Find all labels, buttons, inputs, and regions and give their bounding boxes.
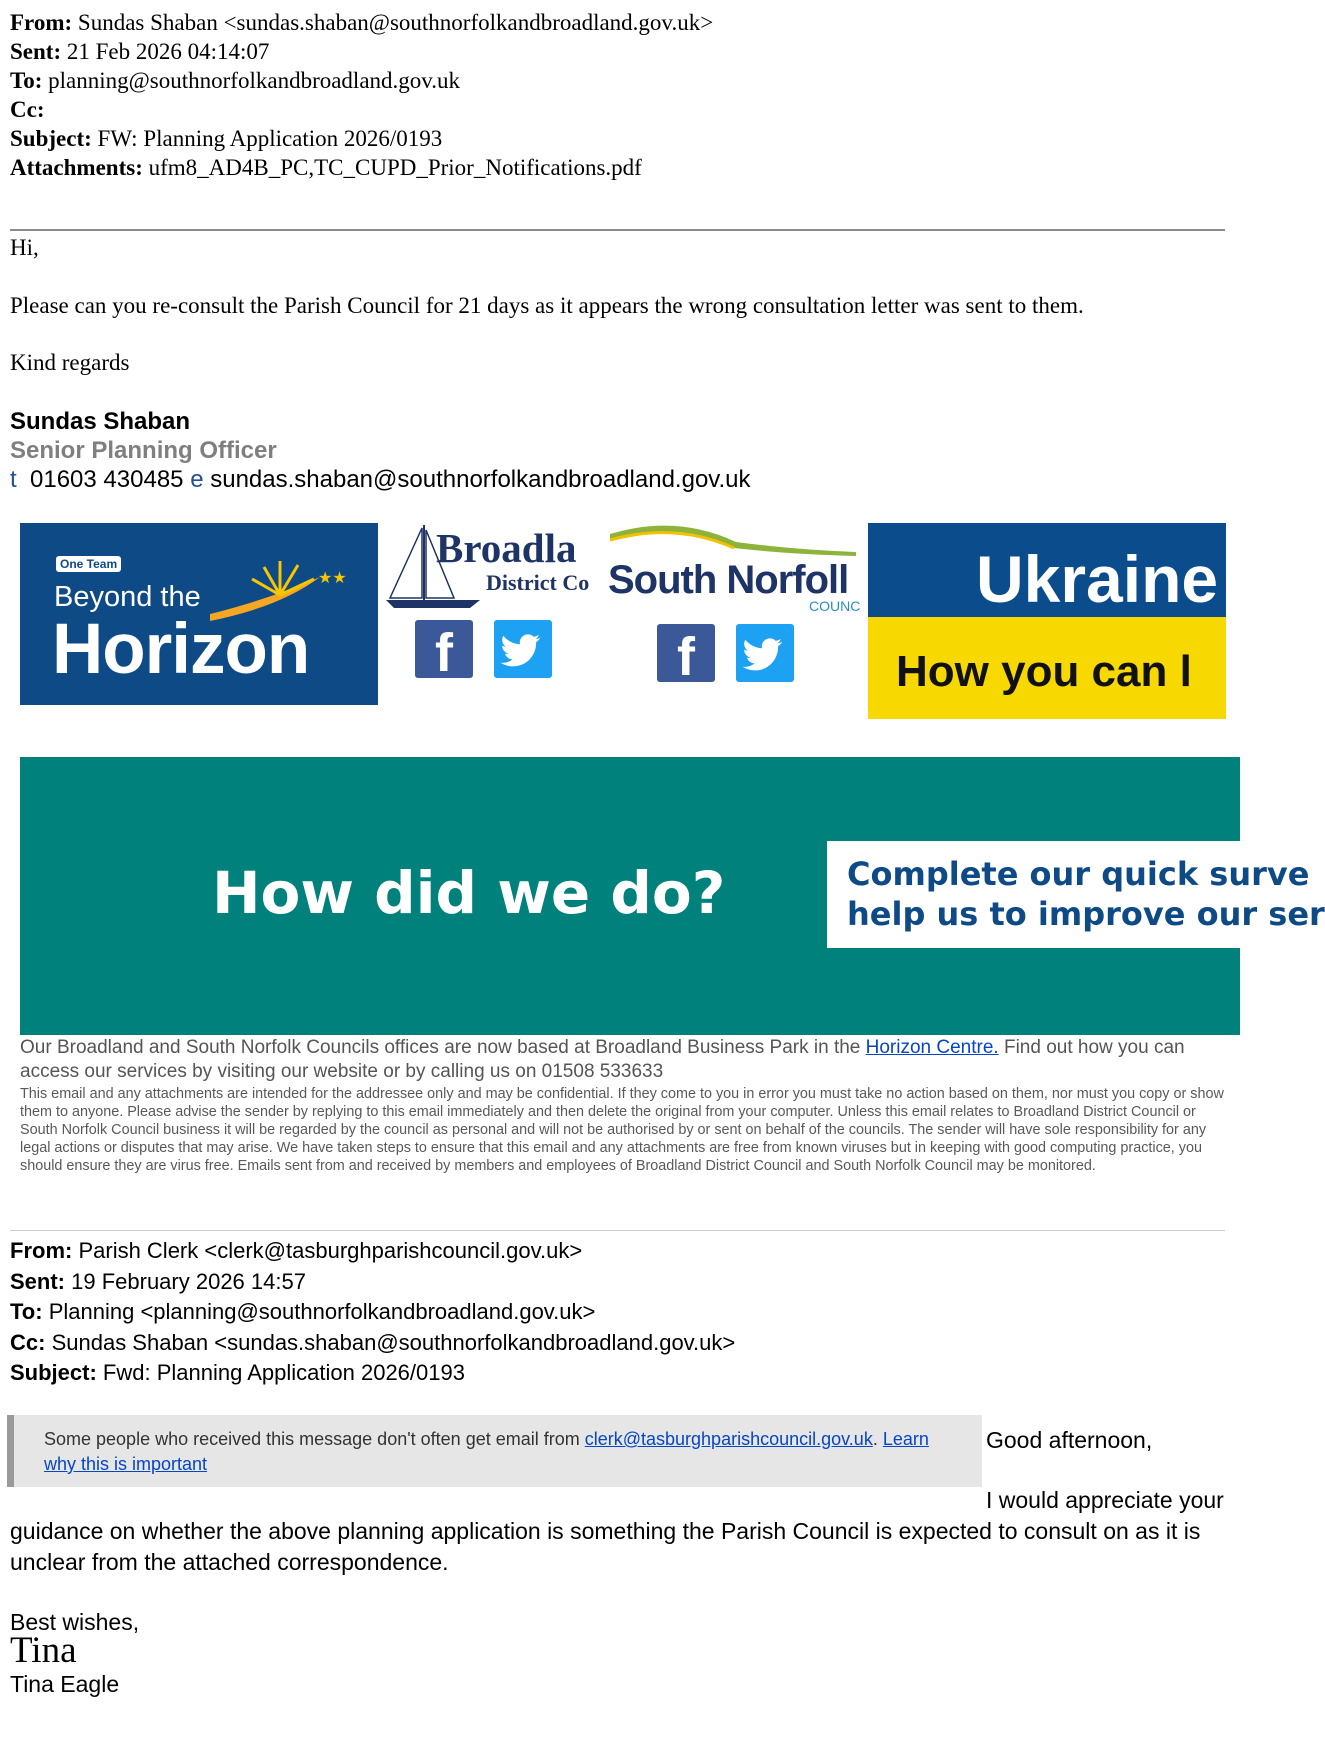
signature-contact bbox=[10, 465, 751, 494]
survey-banner[interactable] bbox=[20, 757, 1325, 1035]
sent-label-2: Sent: bbox=[10, 1268, 65, 1294]
cc-label: Cc: bbox=[10, 97, 45, 122]
broadland-logo bbox=[384, 520, 594, 610]
offices-text: Our Broadland and South Norfolk Councils offices are now based at Broadland Business Park in the bbox=[20, 1037, 866, 1058]
ukraine-banner[interactable] bbox=[868, 523, 1226, 719]
subject-line bbox=[10, 124, 713, 153]
subject-line-2 bbox=[10, 1358, 735, 1389]
attachment-file[interactable]: ufm8_AD4B_PC,TC_CUPD_Prior_Notifications.pdf bbox=[148, 155, 642, 180]
south-norfolk-twitter-icon[interactable] bbox=[736, 624, 794, 682]
sender-name: Tina Eagle bbox=[10, 1671, 120, 1697]
attachments-line bbox=[10, 153, 713, 182]
email-label: e bbox=[190, 466, 204, 493]
sent-value-2: 19 February 2026 14:57 bbox=[71, 1268, 306, 1294]
body-line-2: guidance on whether the above planning application is something the Parish Council is expected to consult on as it is bbox=[10, 1518, 1201, 1544]
horizon-banner[interactable] bbox=[20, 523, 378, 705]
cc-line bbox=[10, 95, 713, 124]
from-value: Sundas Shaban <sundas.shaban@southnorfolkandbroadland.gov.uk> bbox=[77, 10, 714, 35]
signature-name: Sundas Shaban bbox=[10, 408, 191, 435]
from-label: From: bbox=[10, 10, 73, 35]
cc-line-2 bbox=[10, 1328, 735, 1359]
body-line-1: I would appreciate your bbox=[986, 1487, 1224, 1513]
one-team-badge: One Team bbox=[56, 556, 121, 572]
to-line-2 bbox=[10, 1297, 735, 1328]
broadland-facebook-icon[interactable]: f bbox=[415, 620, 473, 678]
header-divider bbox=[10, 229, 1225, 231]
sender-email-link[interactable]: clerk@tasburghparishcouncil.gov.uk bbox=[584, 1429, 873, 1449]
south-norfolk-subtitle: COUNC bbox=[809, 598, 861, 614]
offices-text-after: Find out how you can access our services by visiting our website or by calling us on 01508 533633 bbox=[20, 1037, 1185, 1082]
body-line-3: unclear from the attached correspondence. bbox=[10, 1549, 449, 1575]
email-address[interactable]: sundas.shaban@southnorfolkandbroadland.gov.uk bbox=[210, 466, 751, 493]
greeting-2: Good afternoon, bbox=[986, 1427, 1153, 1453]
closing-2: Best wishes, bbox=[10, 1609, 140, 1635]
attachments-label: Attachments: bbox=[10, 155, 143, 180]
survey-callout bbox=[827, 841, 1325, 948]
ukraine-yellow-band bbox=[868, 617, 1226, 719]
sent-line bbox=[10, 37, 713, 66]
subject-label-2: Subject: bbox=[10, 1360, 97, 1385]
south-norfolk-logo bbox=[606, 520, 861, 615]
from-line bbox=[10, 8, 713, 37]
broadland-twitter-icon[interactable] bbox=[494, 620, 552, 678]
sent-label: Sent: bbox=[10, 39, 62, 64]
cc-label-2: Cc: bbox=[10, 1329, 46, 1355]
phone-number[interactable]: 01603 430485 bbox=[30, 466, 184, 493]
to-line bbox=[10, 66, 713, 95]
survey-question: How did we do? bbox=[212, 859, 726, 927]
from-label-2: From: bbox=[10, 1238, 73, 1263]
warning-text bbox=[44, 1427, 964, 1477]
forward-divider bbox=[10, 1230, 1225, 1231]
sunburst-icon bbox=[210, 559, 350, 629]
forwarded-header bbox=[10, 1236, 735, 1389]
to-value-2: Planning <planning@southnorfolkandbroadland.gov.uk> bbox=[48, 1299, 596, 1324]
to-value: planning@southnorfolkandbroadland.gov.uk bbox=[48, 68, 461, 93]
sent-line-2 bbox=[10, 1267, 735, 1298]
swoosh-icon bbox=[606, 520, 861, 560]
external-sender-warning bbox=[7, 1415, 982, 1487]
cc-value-2: Sundas Shaban <sundas.shaban@southnorfolkandbroadland.gov.uk> bbox=[51, 1329, 736, 1355]
closing: Kind regards bbox=[10, 350, 130, 375]
phone-label: t bbox=[10, 466, 17, 493]
greeting: Hi, bbox=[10, 235, 39, 260]
handwritten-signature: Tina bbox=[10, 1630, 77, 1671]
offices-notice bbox=[20, 1036, 1230, 1084]
horizon-centre-link[interactable]: Horizon Centre. bbox=[865, 1037, 999, 1058]
south-norfolk-facebook-icon[interactable]: f bbox=[657, 624, 715, 682]
horizon-text: Horizon bbox=[52, 610, 310, 689]
subject-value: FW: Planning Application 2026/0193 bbox=[97, 126, 443, 151]
broadland-title: Broadla bbox=[436, 525, 577, 571]
subject-label: Subject: bbox=[10, 126, 92, 151]
from-line-2 bbox=[10, 1236, 735, 1267]
survey-line-2: help us to improve our ser bbox=[847, 895, 1325, 933]
beyond-text: Beyond the bbox=[54, 581, 201, 613]
signature-title: Senior Planning Officer bbox=[10, 437, 277, 464]
learn-why-link[interactable]: Learn why this is important bbox=[44, 1429, 929, 1474]
ukraine-subtitle: How you can l bbox=[896, 647, 1192, 696]
subject-value-2: Fwd: Planning Application 2026/0193 bbox=[102, 1360, 465, 1385]
warning-text-mid: . bbox=[872, 1429, 883, 1449]
disclaimer: This email and any attachments are intended for the addressee only and may be confidential. If they come to you in error you must take no action based on them, nor must you copy or show them to anyone. Please advise the sender by replying to this email immediately and then delete the original from your computer. Unless this email relates to Broadland District Council or South Norfolk Council business it will be regarded by the council as personal and will not be authorised by or sent on behalf of the councils. The sender will have sole responsibility for any legal actions or disputes that may arise. We have taken steps to ensure that this email and any attachments are free from known viruses but in keeping with good computing practice, you should ensure they are virus free. Emails sent from and received by members and employees of Broadland District Council and South Norfolk Council may be monitored. bbox=[20, 1086, 1224, 1174]
signature bbox=[10, 407, 751, 494]
sent-value: 21 Feb 2026 04:14:07 bbox=[66, 39, 270, 64]
svg-text:★★: ★★ bbox=[318, 568, 347, 587]
broadland-subtitle: District Co bbox=[486, 570, 590, 595]
south-norfolk-title: South Norfoll bbox=[608, 558, 849, 602]
to-label: To: bbox=[10, 68, 43, 93]
to-label-2: To: bbox=[10, 1299, 43, 1324]
survey-line-1: Complete our quick surve bbox=[847, 855, 1310, 893]
ukraine-title: Ukraine bbox=[976, 542, 1219, 616]
warning-text-before: Some people who received this message don't often get email from bbox=[44, 1429, 585, 1449]
body-text: Please can you re-consult the Parish Council for 21 days as it appears the wrong consultation letter was sent to them. bbox=[10, 293, 1084, 318]
email-header bbox=[10, 8, 713, 182]
from-value-2: Parish Clerk <clerk@tasburghparishcouncil.gov.uk> bbox=[78, 1238, 583, 1263]
